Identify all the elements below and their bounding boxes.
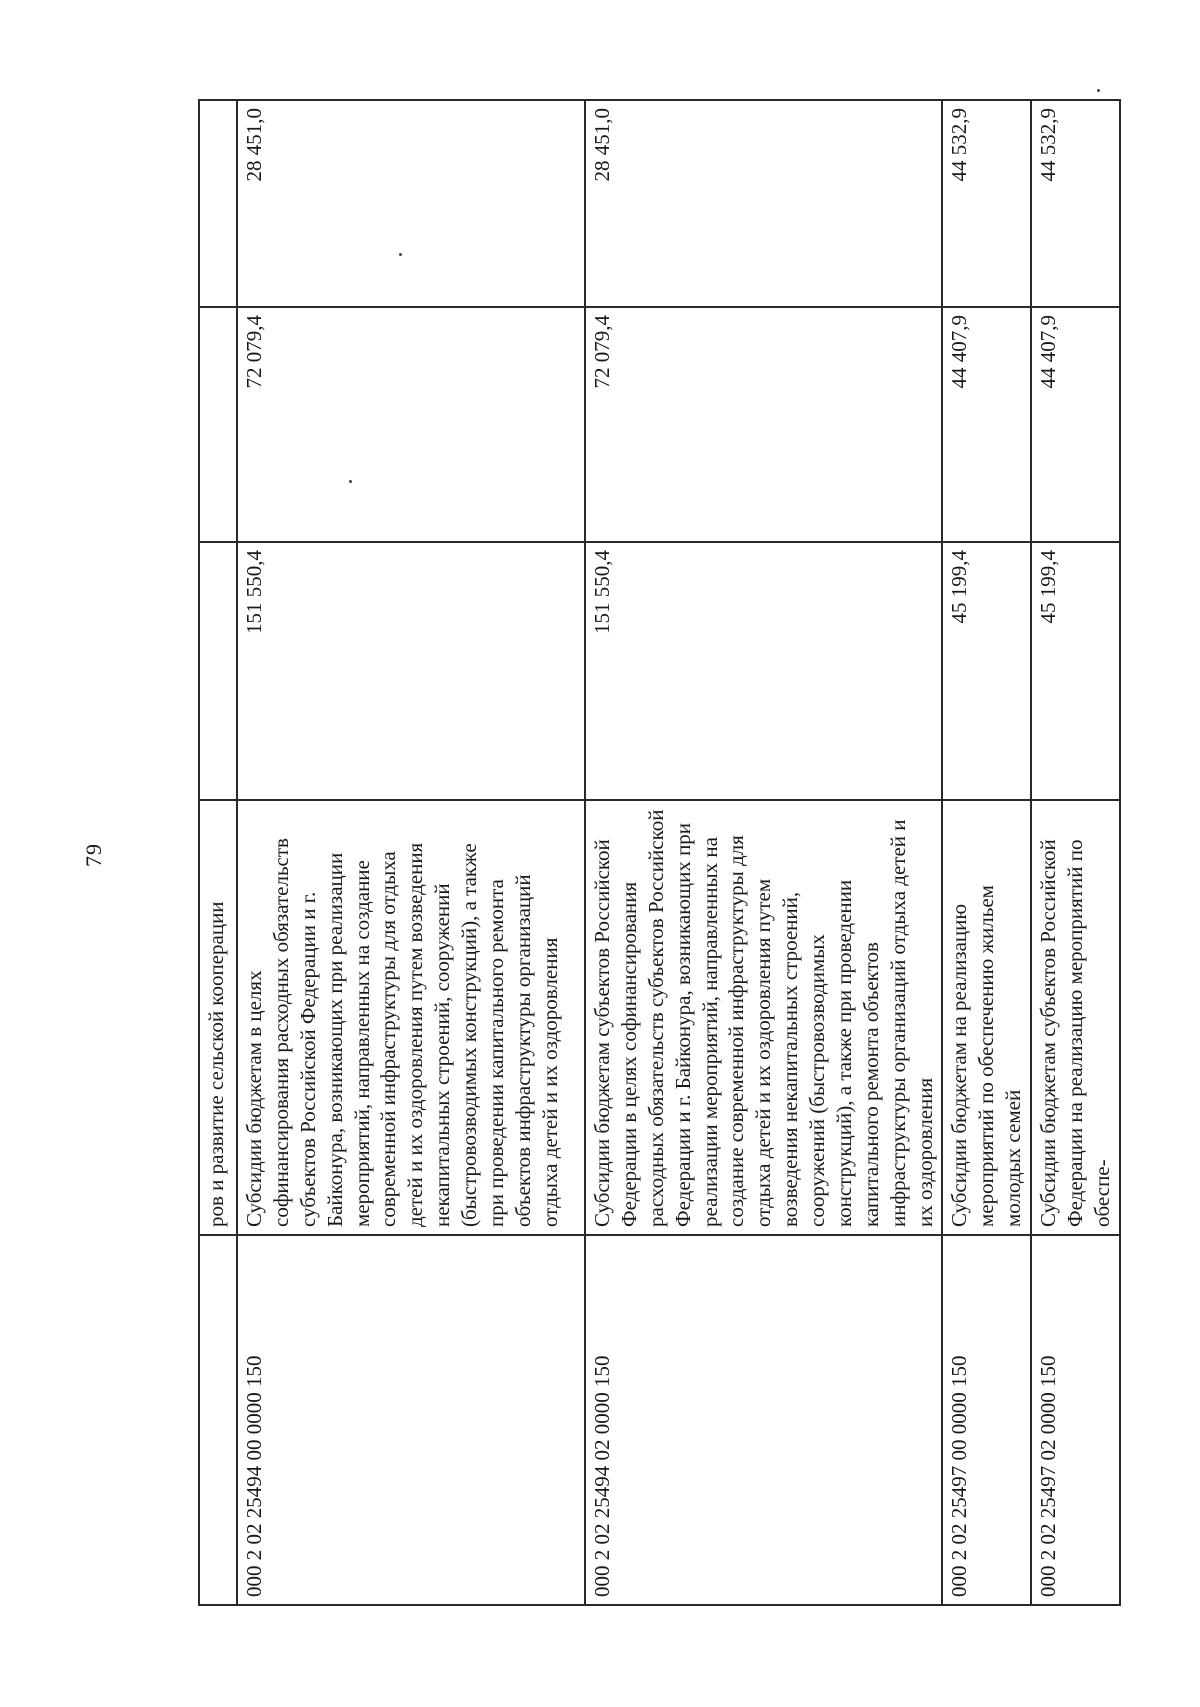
table-row (199, 100, 237, 1605)
code-cell: 000 2 02 25494 00 0000 150 (237, 1235, 585, 1605)
code-cell (199, 1235, 237, 1605)
value-cell (199, 307, 237, 542)
value-cell: 45 199,4 (1031, 542, 1120, 800)
value-cell: 72 079,4 (237, 307, 585, 542)
scan-speck (349, 480, 352, 483)
budget-table (198, 99, 1121, 1606)
table-row (1031, 100, 1120, 1605)
description-cell: Субсидии бюджетам на реализацию мероприятий по обеспечению жильем молодых семей (942, 800, 1031, 1235)
value-cell: 28 451,0 (585, 100, 942, 307)
value-cell: 44 532,9 (1031, 100, 1120, 307)
value-cell: 151 550,4 (237, 542, 585, 800)
description-cell: Субсидии бюджетам в целях софинансирования расходных обязательств субъектов Российской Федерации и г. Байконура, возникающих при реализации мероприятий, направленных на создание современной инфраструктуры для отдыха детей и их оздоровления путем возведения некапитальных строений, сооружений (быстровозводимых конструкций), а также при проведении капитального ремонта объектов инфраструктуры организаций отдыха детей и их оздоровления (237, 800, 585, 1235)
table-row (585, 100, 942, 1605)
table-row (237, 100, 585, 1605)
scan-speck (399, 253, 402, 256)
value-cell: 45 199,4 (942, 542, 1031, 800)
value-cell (199, 100, 237, 307)
code-cell: 000 2 02 25494 02 0000 150 (585, 1235, 942, 1605)
description-cell: Субсидии бюджетам субъектов Российской Федерации в целях софинансирования расходных обязательств субъектов Российской Федерации и г. Байконура, возникающих при реализации мероприятий, направленных на создание современной инфраструктуры для отдыха детей и их оздоровления путем возведения некапитальных строений, сооружений (быстровозводимых конструкций), а также при проведении капитального ремонта объектов инфраструктуры организаций отдыха детей и их оздоровления (585, 800, 942, 1235)
value-cell: 151 550,4 (585, 542, 942, 800)
value-cell: 44 407,9 (1031, 307, 1120, 542)
scan-speck (1097, 89, 1100, 92)
value-cell: 72 079,4 (585, 307, 942, 542)
code-cell: 000 2 02 25497 02 0000 150 (1031, 1235, 1120, 1605)
table-row (942, 100, 1031, 1605)
budget-table-rotated (198, 101, 1114, 1606)
page-number: 79 (81, 843, 106, 867)
value-cell: 44 532,9 (942, 100, 1031, 307)
description-cell: Субсидии бюджетам субъектов Российской Федерации на реализацию мероприятий по обеспе- (1031, 800, 1120, 1235)
value-cell: 28 451,0 (237, 100, 585, 307)
value-cell: 44 407,9 (942, 307, 1031, 542)
code-cell: 000 2 02 25497 00 0000 150 (942, 1235, 1031, 1605)
value-cell (199, 542, 237, 800)
description-cell: ров и развитие сельской кооперации (199, 800, 237, 1235)
